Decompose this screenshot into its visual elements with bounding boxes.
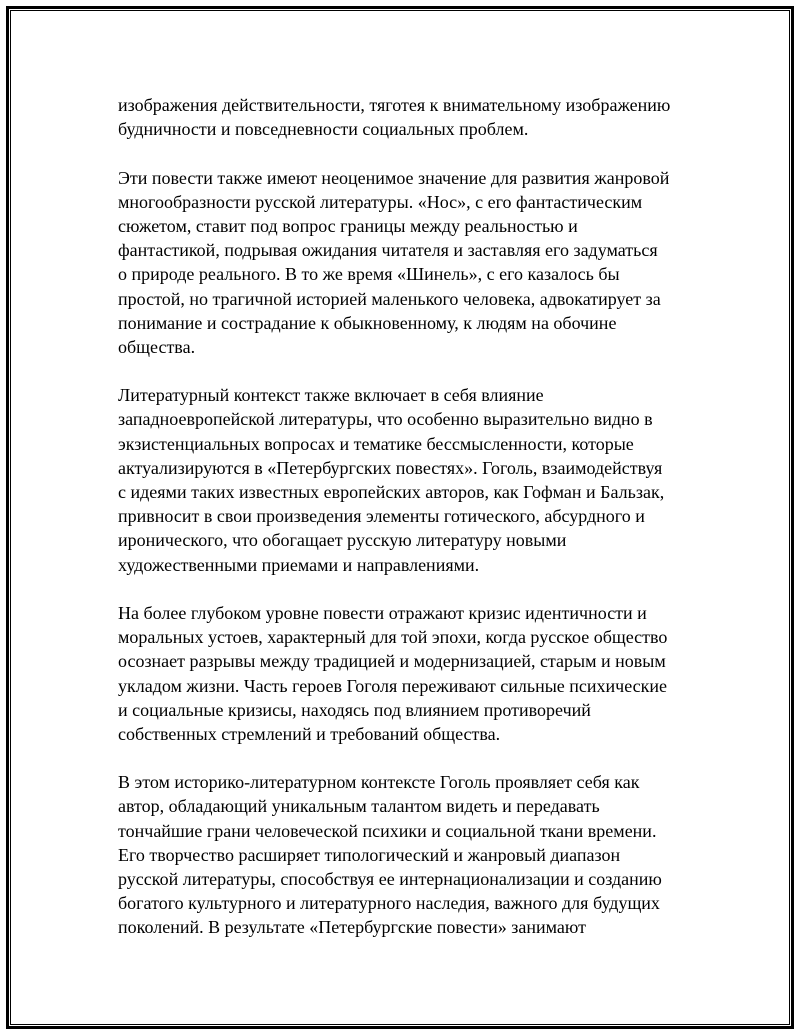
text-line: тончайшие грани человеческой психики и социальной ткани времени. bbox=[118, 820, 657, 841]
text-line: моральных устоев, характерный для той эпохи, когда русское общество bbox=[118, 627, 668, 648]
text-line: В этом историко-литературном контексте Гоголь проявляет себя как bbox=[118, 772, 640, 793]
text-line: На более глубоком уровне повести отражают кризис идентичности и bbox=[118, 602, 647, 623]
text-line: понимание и сострадание к обыкновенному, к людям на обочине bbox=[118, 312, 617, 333]
paragraph-3 bbox=[118, 383, 690, 577]
paragraph-spacer bbox=[118, 359, 690, 383]
paragraph-4 bbox=[118, 601, 690, 746]
text-line: о природе реального. В то же время «Шинель», с его казалось бы bbox=[118, 264, 620, 285]
text-line: богатого культурного и литературного наследия, важного для будущих bbox=[118, 893, 660, 914]
text-line: поколений. В результате «Петербургские повести» занимают bbox=[118, 917, 586, 938]
text-line: русской литературы, способствуя ее интернационализации и созданию bbox=[118, 869, 662, 889]
text-line: западноевропейской литературы, что особенно выразительно видно в bbox=[118, 409, 653, 430]
paragraph-spacer bbox=[118, 577, 690, 601]
text-line: изображения действительности, тяготея к внимательному изображению bbox=[118, 95, 671, 115]
text-line: с идеями таких известных европейских авторов, как Гофман и Бальзак, bbox=[118, 482, 665, 502]
text-line: Литературный контекст также включает в себя влияние bbox=[118, 385, 544, 406]
document-body bbox=[118, 93, 690, 940]
text-line: простой, но трагичной историей маленького человека, адвокатирует за bbox=[118, 288, 661, 309]
paragraph-spacer bbox=[118, 746, 690, 770]
text-line: художественными приемами и направлениями. bbox=[118, 554, 480, 575]
paragraph-5 bbox=[118, 770, 690, 939]
text-line: сюжетом, ставит под вопрос границы между реальностью и bbox=[118, 215, 578, 236]
text-line: общества. bbox=[118, 336, 196, 357]
text-line: и социальные кризисы, находясь под влиянием противоречий bbox=[118, 699, 591, 720]
text-line: собственных стремлений и требований общества. bbox=[118, 723, 501, 744]
text-line: актуализируются в «Петербургских повестях». Гоголь, взаимодействуя bbox=[118, 457, 663, 478]
text-line: экзистенциальных вопросах и тематике бессмысленности, которые bbox=[118, 433, 634, 454]
text-line: многообразности русской литературы. «Нос», с его фантастическим bbox=[118, 191, 643, 212]
text-line: иронического, что обогащает русскую литературу новыми bbox=[118, 530, 567, 551]
paragraph-1 bbox=[118, 93, 690, 141]
text-line: укладом жизни. Часть героев Гоголя переживают сильные психические bbox=[118, 675, 668, 696]
text-line: привносит в свои произведения элементы готического, абсурдного и bbox=[118, 506, 645, 527]
text-line: Его творчество расширяет типологический и жанровый диапазон bbox=[118, 844, 621, 865]
text-line: автор, обладающий уникальным талантом видеть и передавать bbox=[118, 796, 600, 817]
text-line: фантастикой, подрывая ожидания читателя и заставляя его задуматься bbox=[118, 240, 658, 261]
paragraph-spacer bbox=[118, 141, 690, 165]
text-line: осознает разрывы между традицией и модернизацией, старым и новым bbox=[118, 651, 666, 672]
paragraph-2 bbox=[118, 166, 690, 360]
text-line: Эти повести также имеют неоценимое значение для развития жанровой bbox=[118, 167, 670, 188]
text-line: будничности и повседневности социальных проблем. bbox=[118, 119, 529, 140]
